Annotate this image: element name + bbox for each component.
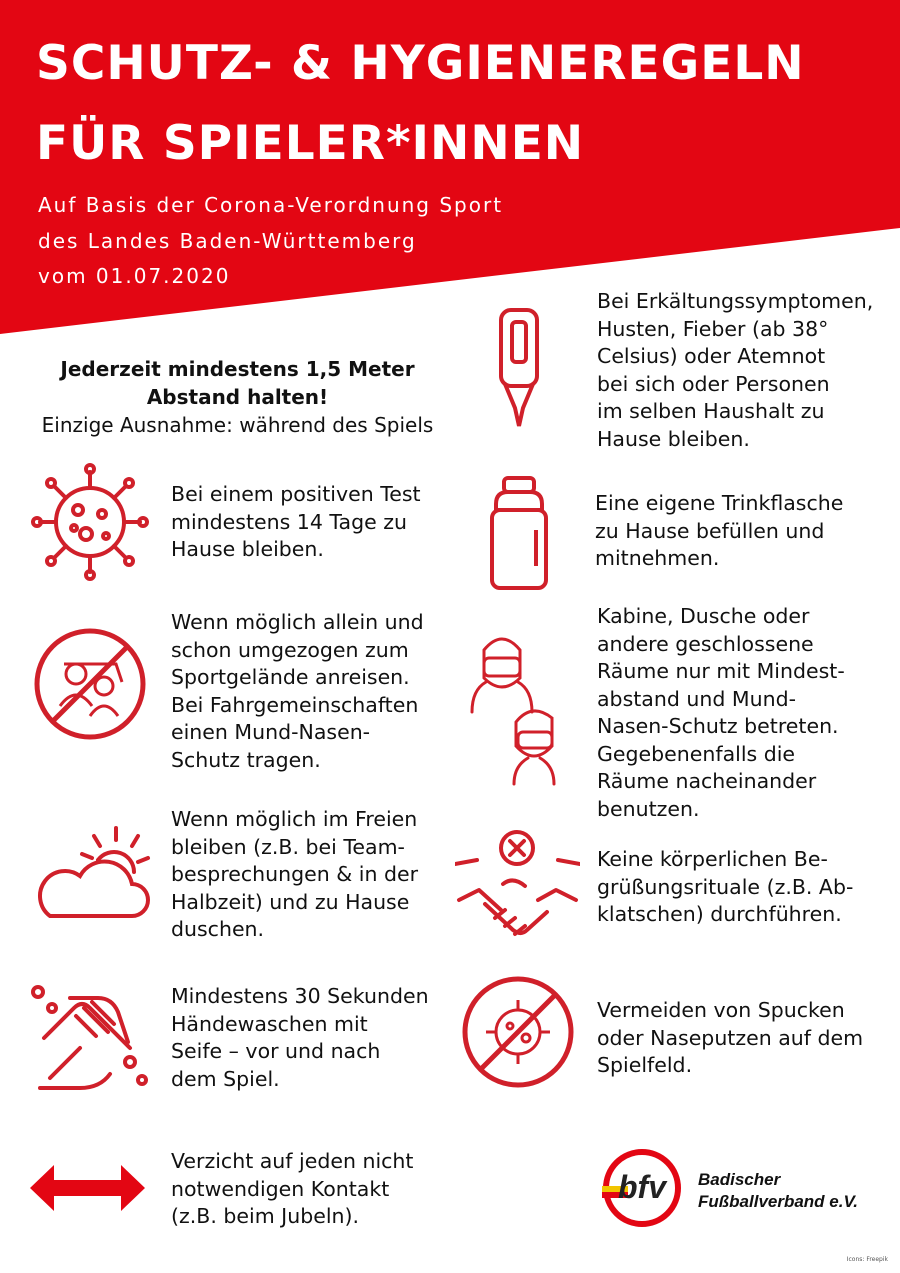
rule-hand-washing: Mindestens 30 Sekunden Händewaschen mit Seife – vor und nach dem Spiel. bbox=[171, 984, 429, 1091]
rule-no-contact: Verzicht auf jeden nicht notwendigen Kontakt (z.B. beim Jubeln). bbox=[171, 1149, 414, 1228]
rule-positive-test: Bei einem positiven Test mindestens 14 Tage zu Hause bleiben. bbox=[171, 482, 421, 561]
rule-travel-alone: Wenn möglich allein und schon umgezogen zum Sportgelände anreisen. Bei Fahrgemeinschaften einen Mund-Nasen- Schutz tragen. bbox=[171, 610, 424, 772]
bfv-logo-mark bbox=[600, 1142, 690, 1232]
sun-cloud-icon bbox=[28, 818, 153, 928]
no-spitting-icon bbox=[458, 972, 578, 1092]
rule-changing-rooms: Kabine, Dusche oder andere geschlossene Räume nur mit Mindest- abstand und Mund- Nasen-Schutz betreten. Gegebenenfalls die Räume nacheinander benutzen. bbox=[597, 604, 845, 821]
subtitle-line1: Auf Basis der Corona-Verordnung Sport bbox=[38, 193, 504, 217]
rule-stay-outdoors: Wenn möglich im Freien bleiben (z.B. bei Team- besprechungen & in der Halbzeit) und zu Hause duschen. bbox=[171, 807, 419, 941]
masked-people-icon bbox=[466, 626, 576, 788]
bfv-logo-lettering: bfv bbox=[618, 1169, 666, 1205]
distance-rule bbox=[30, 355, 445, 439]
subtitle-line2: des Landes Baden-Württemberg bbox=[38, 229, 417, 253]
thermometer-icon bbox=[497, 306, 541, 430]
rule-water-bottle: Eine eigene Trinkflasche zu Hause befüllen und mitnehmen. bbox=[595, 491, 844, 570]
subtitle-line3: vom 01.07.2020 bbox=[38, 264, 231, 288]
distance-rule-exception: Einzige Ausnahme: während des Spiels bbox=[41, 413, 434, 437]
no-handshake-icon bbox=[455, 826, 580, 944]
no-carpool-icon bbox=[30, 624, 150, 744]
logo-name-line1: Badischer bbox=[698, 1170, 781, 1189]
distance-rule-bold: Jederzeit mindestens 1,5 Meter Abstand halten! bbox=[60, 357, 415, 409]
double-arrow-icon bbox=[30, 1165, 145, 1211]
rule-no-greeting: Keine körperlichen Be- grüßungsrituale (z.B. Ab- klatschen) durchführen. bbox=[597, 847, 854, 926]
virus-icon bbox=[30, 462, 150, 582]
page-title-line2: FÜR SPIELER*INNEN bbox=[36, 116, 585, 171]
hand-washing-icon bbox=[30, 978, 152, 1100]
logo-name-line2: Fußballverband e.V. bbox=[698, 1192, 858, 1211]
rule-no-spitting: Vermeiden von Spucken oder Naseputzen auf dem Spielfeld. bbox=[597, 998, 864, 1077]
bottle-icon bbox=[486, 474, 552, 594]
icon-credit: Icons: Freepik bbox=[846, 1256, 888, 1263]
rule-symptoms: Bei Erkältungssymptomen, Husten, Fieber (ab 38° Celsius) oder Atemnot bei sich oder Personen im selben Haushalt zu Hause bleiben. bbox=[597, 289, 874, 451]
bfv-logo bbox=[600, 1142, 860, 1232]
page-title-line1: SCHUTZ- & HYGIENEREGELN bbox=[36, 36, 805, 91]
